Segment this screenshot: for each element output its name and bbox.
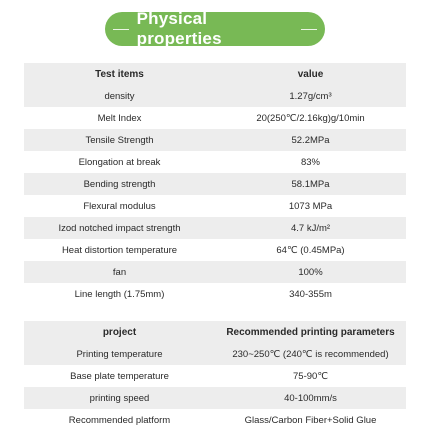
property-name: fan (24, 261, 215, 283)
table-row (24, 365, 406, 387)
property-value: 64℃ (0.45MPa) (215, 239, 406, 261)
table-row (24, 283, 406, 305)
parameter-value: 40-100mm/s (215, 387, 406, 409)
parameter-value: 75-90℃ (215, 365, 406, 387)
table-row (24, 387, 406, 409)
left-dash-decoration (113, 29, 129, 30)
property-name: density (24, 85, 215, 107)
physical-properties-table (24, 63, 406, 305)
property-value: 1.27g/cm³ (215, 85, 406, 107)
property-name: Tensile Strength (24, 129, 215, 151)
header (0, 9, 430, 48)
table-row (24, 129, 406, 151)
table-row (24, 173, 406, 195)
parameter-name: Printing temperature (24, 343, 215, 365)
property-value: 340-355m (215, 283, 406, 305)
property-name: Bending strength (24, 173, 215, 195)
property-name: Melt Index (24, 107, 215, 129)
table-row (24, 239, 406, 261)
property-name: Elongation at break (24, 151, 215, 173)
property-value: 58.1MPa (215, 173, 406, 195)
table-row (24, 107, 406, 129)
column-header-test-items: Test items (24, 63, 215, 85)
property-name: Line length (1.75mm) (24, 283, 215, 305)
page-title: Physical properties (136, 9, 222, 48)
property-value: 4.7 kJ/m² (215, 217, 406, 239)
parameter-value: 230~250℃ (240℃ is recommended) (215, 343, 406, 365)
property-value: 20(250℃/2.16kg)g/10min (215, 107, 406, 129)
property-value: 83% (215, 151, 406, 173)
parameter-name: printing speed (24, 387, 215, 409)
table-row (24, 409, 406, 431)
parameter-name: Recommended platform (24, 409, 215, 431)
property-name: Heat distortion temperature (24, 239, 215, 261)
column-header-value: value (215, 63, 406, 85)
table-row (24, 343, 406, 365)
table-row (24, 195, 406, 217)
right-dash-decoration (301, 29, 317, 30)
table-row (24, 151, 406, 173)
table-header-row (24, 321, 406, 343)
table-row (24, 217, 406, 239)
property-name: Izod notched impact strength (24, 217, 215, 239)
table-row (24, 85, 406, 107)
parameter-value: Glass/Carbon Fiber+Solid Glue (215, 409, 406, 431)
title-banner (105, 9, 325, 48)
column-header-recommended-parameters: Recommended printing parameters (215, 321, 406, 343)
printing-parameters-table (24, 321, 406, 431)
property-value: 1073 MPa (215, 195, 406, 217)
property-value: 100% (215, 261, 406, 283)
property-name: Flexural modulus (24, 195, 215, 217)
column-header-project: project (24, 321, 215, 343)
parameter-name: Base plate temperature (24, 365, 215, 387)
table-row (24, 261, 406, 283)
table-header-row (24, 63, 406, 85)
property-value: 52.2MPa (215, 129, 406, 151)
